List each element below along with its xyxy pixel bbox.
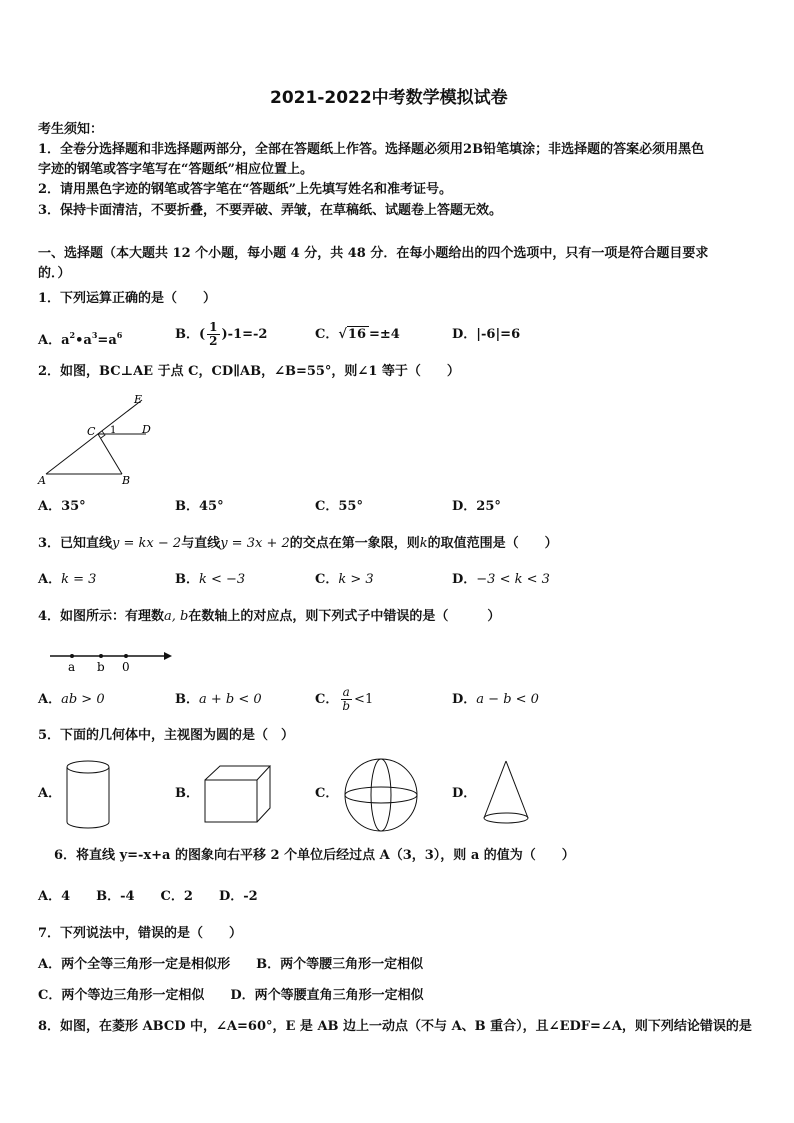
- q5-label-d: D．: [452, 786, 477, 801]
- q4-stem: 4．如图所示：有理数a, b在数轴上的对应点，则下列式子中错误的是（ ）: [38, 609, 501, 624]
- label-B: B: [122, 474, 131, 487]
- q2-triangle-figure: [34, 388, 164, 488]
- q2-option-a: A．35°: [38, 499, 86, 514]
- q3-stem: 3．已知直线y = kx − 2与直线y = 3x + 2的交点在第一象限，则k的取值范围是（ ）: [38, 536, 558, 551]
- q1-option-b: B．( $\frac{1}{2}$ )-1=-2: [175, 320, 268, 348]
- q7-options-line-1: A．两个全等三角形一定是相似形 B．两个等腰三角形一定相似: [38, 957, 424, 972]
- q5-stem: 5．下面的几何体中，主视图为圆的是（ ）: [38, 728, 295, 743]
- notice-line-1: 1．全卷分选择题和非选择题两部分，全部在答题纸上作答。选择题必须用2B铅笔填涂；非选择题的答案必须用黑色: [38, 142, 705, 157]
- cube-icon: [200, 763, 274, 825]
- q1-option-c: C．√16 =±4: [315, 327, 400, 342]
- notice-line-3: 2．请用黑色字迹的钢笔或答字笔在“答题纸”上先填写姓名和准考证号。: [38, 182, 453, 197]
- q3-option-d: D．−3 < k < 3: [452, 572, 550, 587]
- section-heading: 一、选择题（本大题共 12 个小题，每小题 4 分，共 48 分．在每小题给出的四个选项中，只有一项是符合题目要求: [38, 246, 709, 261]
- label-E: E: [134, 393, 143, 406]
- q6-stem: 6．将直线 y=-x+a 的图象向右平移 2 个单位后经过点 A（3，3），则 a 的值为（ ）: [54, 848, 575, 863]
- q1-option-a: A．$a^2•a^3=a^6$: [38, 330, 123, 348]
- axis-label-0: 0: [122, 660, 130, 674]
- q4-number-line: [46, 646, 176, 674]
- q1-stem: 1．下列运算正确的是（ ）: [38, 291, 217, 306]
- q3-option-a: A．k = 3: [38, 572, 97, 587]
- q2-option-b: B．45°: [175, 499, 224, 514]
- notice-line-4: 3．保持卡面清洁，不要折叠，不要弄破、弄皱，在草稿纸、试题卷上答题无效。: [38, 203, 503, 218]
- q8-stem: 8．如图，在菱形 ABCD 中，∠A=60°，E 是 AB 边上一动点（不与 A、B 重合），且∠EDF=∠A，则下列结论错误的是: [38, 1019, 752, 1034]
- q5-label-c: C．: [315, 786, 339, 801]
- q2-stem: 2．如图，BC⊥AE 于点 C，CD∥AB，∠B=55°，则∠1 等于（ ）: [38, 364, 460, 379]
- sphere-icon: [340, 756, 422, 834]
- q2-option-d: D．25°: [452, 499, 501, 514]
- q4-option-b: B．a + b < 0: [175, 692, 262, 707]
- q6-options: A．4 B．-4 C．2 D．-2: [38, 889, 258, 904]
- q7-options-line-2: C．两个等边三角形一定相似 D．两个等腰直角三角形一定相似: [38, 988, 424, 1003]
- label-C: C: [87, 425, 96, 438]
- q7-stem: 7．下列说法中，错误的是（ ）: [38, 926, 243, 941]
- cylinder-icon: [62, 758, 114, 832]
- section-heading-cont: 的．）: [38, 266, 71, 281]
- label-A: A: [38, 474, 46, 487]
- cone-icon: [480, 758, 532, 832]
- q4-option-a: A．ab > 0: [38, 692, 105, 707]
- q4-option-c: C． $\frac{a}{b}$ <1: [315, 685, 374, 713]
- q5-label-b: B．: [175, 786, 199, 801]
- q2-option-c: C．55°: [315, 499, 363, 514]
- q5-label-a: A．: [38, 786, 62, 801]
- page-title: 2021-2022中考数学模拟试卷: [270, 88, 508, 108]
- label-D: D: [142, 423, 151, 436]
- label-angle-1: 1: [110, 425, 117, 436]
- q4-option-d: D．a − b < 0: [452, 692, 539, 707]
- axis-label-b: b: [97, 660, 105, 674]
- notice-line-2: 字迹的钢笔或答字笔写在“答题纸”相应位置上。: [38, 162, 313, 177]
- arrow-right-icon: [164, 652, 172, 660]
- q3-option-b: B．k < −3: [175, 572, 246, 587]
- sqrt-icon: √: [338, 327, 347, 342]
- fraction-one-half: $\frac{1}{2}$: [209, 320, 218, 348]
- notice-heading: 考生须知：: [38, 122, 104, 137]
- q1-option-d: D．|-6|=6: [452, 327, 521, 342]
- axis-label-a: a: [68, 660, 76, 674]
- q3-option-c: C．k > 3: [315, 572, 374, 587]
